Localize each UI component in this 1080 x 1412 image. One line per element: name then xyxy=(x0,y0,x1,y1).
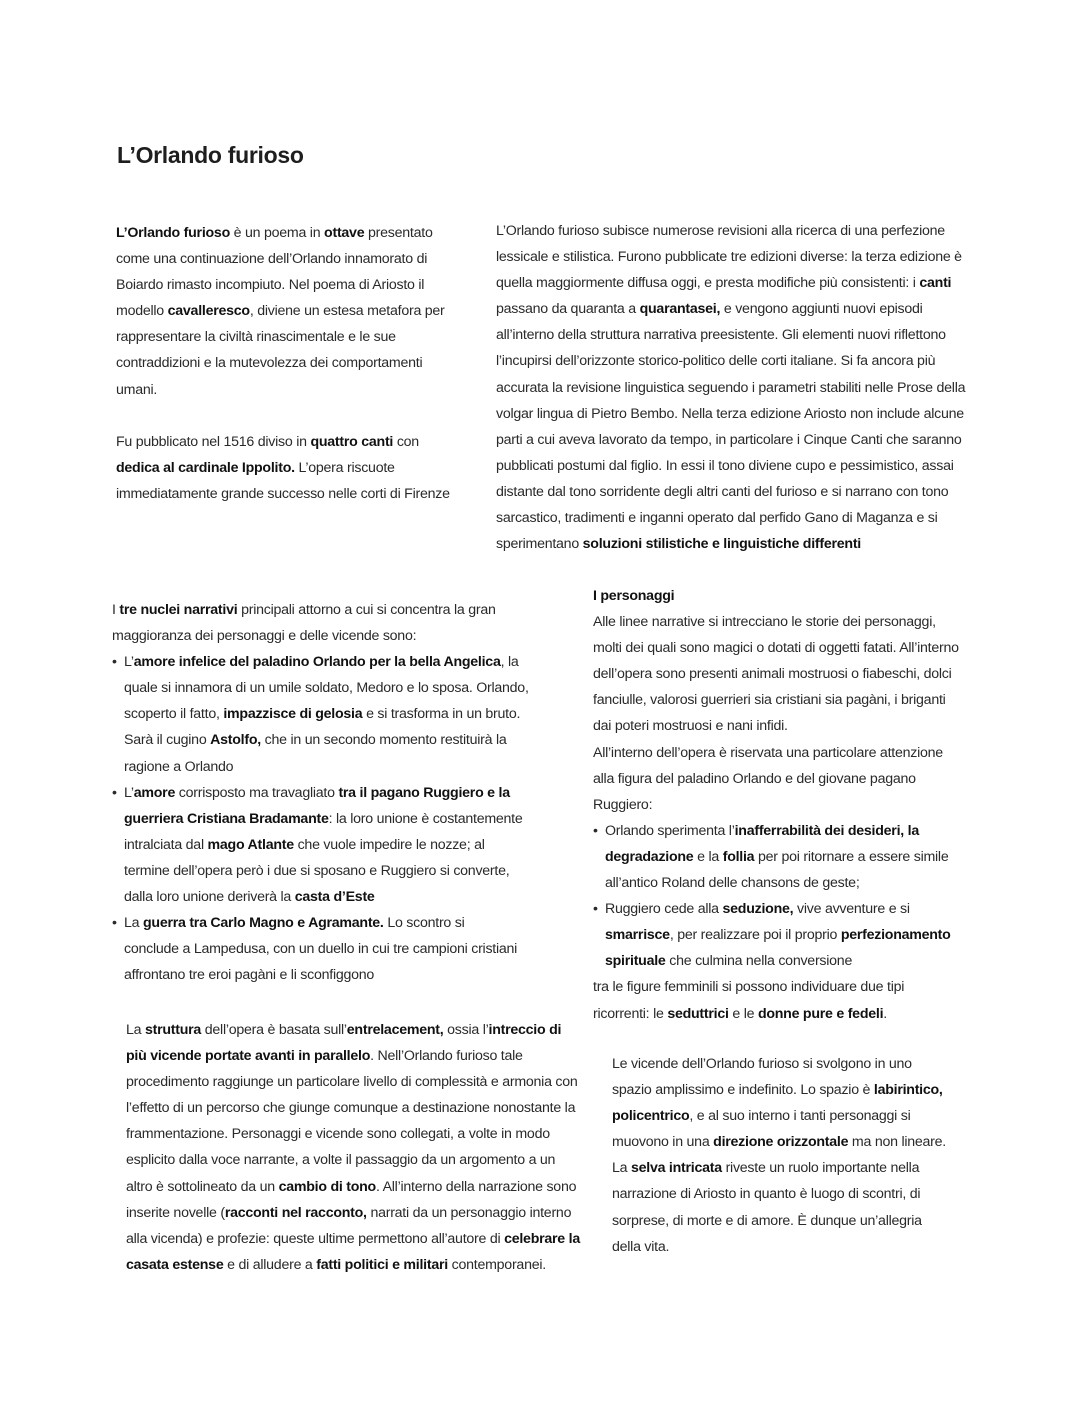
text: procedimento raggiunge un particolare livello di complessità e armonia con xyxy=(126,1074,578,1091)
text-line xyxy=(126,1226,580,1252)
bold-text: intreccio di xyxy=(488,1022,562,1038)
space-paragraph xyxy=(612,1051,946,1260)
text-line xyxy=(612,1051,946,1077)
text: che vuole impedire le nozze; al xyxy=(293,836,485,853)
text-line xyxy=(593,896,959,922)
text-line xyxy=(593,766,959,792)
bold-text: mago Atlante xyxy=(207,836,294,853)
text: accurata la revisione linguistica seguendo i parametri stabiliti nelle Prose della xyxy=(496,379,966,396)
text: inserite novelle ( xyxy=(126,1204,225,1221)
text-line xyxy=(116,272,450,298)
text: frammentazione. Personaggi e vicende sono collegati, a volte in modo xyxy=(126,1126,550,1143)
bold-text: amore infelice del paladino Orlando per la bella Angelica xyxy=(133,654,501,671)
bold-text: impazzisce di gelosia xyxy=(223,706,363,723)
bold-text: follia xyxy=(722,848,755,865)
bold-text: tra il pagano Ruggiero e la xyxy=(338,784,510,801)
text: affrontano tre eroi pagàni e li sconfiggono xyxy=(124,967,375,984)
text: quale si innamora di un umile soldato, Medoro e lo sposa. Orlando, xyxy=(124,680,529,697)
text: Boiardo rimasto incompiuto. Nel poema di Ariosto il xyxy=(116,277,425,294)
text-line xyxy=(112,884,529,910)
bold-text: amore xyxy=(133,784,176,801)
text-line xyxy=(126,1200,580,1226)
structure-paragraph xyxy=(126,1017,580,1278)
text: contraddizioni e la mutevolezza dei comportamenti xyxy=(116,355,423,372)
text: ricorrenti: le xyxy=(593,1005,668,1022)
bold-text: entrelacement, xyxy=(346,1022,444,1038)
text: parti a cui aveva lavorato da tempo, in particolare i Cinque Canti che saranno xyxy=(496,431,962,448)
text-line xyxy=(612,1208,946,1234)
bold-text: labirintico, xyxy=(873,1082,943,1099)
bold-text: degradazione xyxy=(605,848,694,865)
text-line xyxy=(126,1174,580,1200)
text-line xyxy=(496,218,965,244)
text-line xyxy=(593,818,959,844)
text: rappresentare la civiltà rinascimentale e le sue xyxy=(116,329,396,346)
text: passano da quaranta a xyxy=(496,301,640,318)
text: che culmina nella conversione xyxy=(665,953,853,970)
text: quella maggiormente diffusa oggi, e presta modifiche più consistenti: i xyxy=(496,275,920,292)
text: L’opera riscuote xyxy=(294,459,395,476)
text: distante dal tono sorridente degli altri canti del furioso e si narrano con tono xyxy=(496,483,949,500)
text-line xyxy=(112,649,529,675)
text-line xyxy=(593,713,959,739)
bullet-icon: • xyxy=(112,784,117,801)
bullet-icon: • xyxy=(593,822,598,839)
text-line xyxy=(593,844,959,870)
text: della vita. xyxy=(612,1238,670,1255)
text-line xyxy=(593,740,959,766)
text: muovono in una xyxy=(612,1134,714,1151)
text-line xyxy=(496,427,965,453)
text-line xyxy=(112,780,529,806)
text: Ruggiero cede alla xyxy=(605,901,723,918)
page-title: L’Orlando furioso xyxy=(117,142,304,168)
bold-text: selva intricata xyxy=(630,1160,722,1177)
bold-text: spirituale xyxy=(605,953,666,970)
bold-text: casata estense xyxy=(126,1256,224,1273)
narrative-nuclei-section xyxy=(112,597,529,988)
text: ossia l’ xyxy=(443,1022,489,1038)
text: contemporanei. xyxy=(447,1256,546,1273)
text-line xyxy=(612,1155,946,1181)
text: ragione a Orlando xyxy=(124,758,234,775)
text: Fu pubblicato nel 1516 diviso in xyxy=(116,433,311,450)
text-line xyxy=(612,1077,946,1103)
text-line xyxy=(593,922,959,948)
text-line xyxy=(112,754,529,780)
text: e vengono aggiunti nuovi episodi xyxy=(720,301,923,318)
text-line xyxy=(593,583,959,609)
blank-line xyxy=(116,403,450,429)
text: pubblicati postumi dal figlio. In essi il tono diviene cupo e pessimistico, assai xyxy=(496,457,954,474)
text-line xyxy=(112,936,529,962)
text: . All’interno della narrazione sono xyxy=(375,1178,577,1195)
text-line xyxy=(612,1129,946,1155)
text-line xyxy=(116,377,450,403)
text: altro è sottolineato da un xyxy=(126,1178,279,1195)
text-line xyxy=(496,244,965,270)
bold-text: tre nuclei narrativi xyxy=(119,602,238,618)
text: maggioranza dei personaggi e delle vicende sono: xyxy=(112,628,417,645)
text: fanciulle, valorosi guerrieri sia cristiani sia pagàni, i briganti xyxy=(593,692,946,709)
text-line xyxy=(496,531,965,557)
text: Ruggiero: xyxy=(593,796,653,813)
text: La xyxy=(612,1160,631,1177)
characters-section xyxy=(593,583,959,1027)
text: intralciata dal xyxy=(124,836,208,853)
bullet-icon: • xyxy=(112,915,117,932)
text: : la loro unione è costantemente xyxy=(328,810,523,827)
bold-text: canti xyxy=(919,275,952,292)
text: l’effetto di un percorso che giunge comunque a destinazione nonostante la xyxy=(126,1100,576,1117)
text-line xyxy=(496,375,965,401)
text: scoperto il fatto, xyxy=(124,706,224,723)
text: dell’opera è basata sull’ xyxy=(201,1022,347,1038)
text: presentato xyxy=(364,225,433,241)
bold-text: casta d’Este xyxy=(294,889,375,906)
text-line xyxy=(112,858,529,884)
text-line xyxy=(126,1017,580,1043)
bold-text: donne pure e fedeli xyxy=(757,1005,884,1022)
revisions-paragraph xyxy=(496,218,965,557)
text: Le vicende dell’Orlando furioso si svolgono in uno xyxy=(612,1056,912,1072)
text: immediatamente grande successo nelle corti di Firenze xyxy=(116,485,450,502)
text-line xyxy=(116,455,450,481)
intro-paragraph xyxy=(116,220,450,507)
text: e le xyxy=(728,1005,758,1022)
text: Sarà il cugino xyxy=(124,732,211,749)
text: volgar lingua di Pietro Bembo. Nella terza edizione Ariosto non include alcune xyxy=(496,405,964,422)
text-line xyxy=(112,675,529,701)
bold-text: smarrisce xyxy=(605,927,670,944)
text-line xyxy=(593,1001,959,1027)
text: per poi ritornare a essere simile xyxy=(754,848,949,865)
text: riveste un ruolo importante nella xyxy=(721,1160,920,1177)
text-line xyxy=(496,505,965,531)
text-line xyxy=(126,1043,580,1069)
bold-text: guerra tra Carlo Magno e Agramante. xyxy=(142,915,384,932)
text: tra le figure femminili si possono individuare due tipi xyxy=(593,979,905,996)
text: principali attorno a cui si concentra la gran xyxy=(237,602,496,618)
text: narrazione di Ariosto in quanto è luogo di scontri, di xyxy=(612,1186,921,1203)
text-line xyxy=(496,296,965,322)
text: come una continuazione dell’Orlando innamorato di xyxy=(116,251,428,268)
text-line xyxy=(126,1252,580,1278)
text: all’antico Roland delle chansons de geste; xyxy=(605,875,860,892)
bold-text: ottave xyxy=(324,225,365,241)
text: Alle linee narrative si intrecciano le storie dei personaggi, xyxy=(593,614,936,631)
bold-text: direzione orizzontale xyxy=(713,1134,849,1151)
text: all’interno della struttura narrativa preesistente. Gli elementi nuovi riflettono xyxy=(496,327,946,344)
text: . Nell’Orlando furioso tale xyxy=(370,1048,523,1065)
text-line xyxy=(126,1147,580,1173)
text: molti dei quali sono magici o dotati di oggetti fatati. All’interno xyxy=(593,640,959,657)
text: , la xyxy=(500,654,519,671)
text: Lo scontro si xyxy=(383,915,465,932)
text: esplicito dalla voce narrante, a volte il passaggio da un argomento a un xyxy=(126,1152,556,1169)
text: , per realizzare poi il proprio xyxy=(669,927,841,944)
bold-text: fatti politici e militari xyxy=(316,1256,448,1273)
text-line xyxy=(496,348,965,374)
text: è un poema in xyxy=(229,225,325,241)
text: Orlando sperimenta l’ xyxy=(605,822,735,839)
text: che in un secondo momento restituirà la xyxy=(260,732,507,749)
text: alla figura del paladino Orlando e del giovane pagano xyxy=(593,770,916,787)
text-line xyxy=(593,635,959,661)
text-line xyxy=(593,609,959,635)
text: sperimentano xyxy=(496,536,583,553)
text: La xyxy=(124,915,143,932)
bold-text: quattro canti xyxy=(310,433,394,450)
text-line xyxy=(496,453,965,479)
text-line xyxy=(612,1103,946,1129)
text: umani. xyxy=(116,381,158,398)
text-line xyxy=(112,597,529,623)
text-line xyxy=(496,401,965,427)
bold-text: racconti nel racconto, xyxy=(224,1204,367,1221)
text-line xyxy=(112,910,529,936)
text-line xyxy=(116,481,450,507)
text-line xyxy=(593,687,959,713)
text-line xyxy=(112,623,529,649)
text: e si trasforma in un bruto. xyxy=(362,706,521,723)
text: e la xyxy=(693,848,723,865)
text: , e al suo interno i tanti personaggi si xyxy=(689,1108,911,1125)
bold-text: più vicende portate avanti in parallelo xyxy=(126,1048,371,1065)
text-line xyxy=(612,1181,946,1207)
text-line xyxy=(116,220,450,246)
text: , diviene un estesa metafora per xyxy=(249,303,445,320)
text-line xyxy=(496,270,965,296)
text-line xyxy=(496,322,965,348)
text-line xyxy=(116,324,450,350)
bold-text: struttura xyxy=(144,1022,202,1038)
text: ma non lineare. xyxy=(848,1134,946,1151)
text-line xyxy=(116,298,450,324)
text: sorprese, di morte e di amore. È dunque un’allegria xyxy=(612,1212,922,1229)
text: L’Orlando furioso subisce numerose revisioni alla ricerca di una perfezione xyxy=(496,223,945,239)
text: con xyxy=(393,433,419,450)
text: termine dell’opera però i due si sposano e Ruggiero si converte, xyxy=(124,862,510,879)
text-line xyxy=(593,661,959,687)
text: e di alludere a xyxy=(223,1256,317,1273)
text: corrisposto ma travagliato xyxy=(175,784,339,801)
text-line xyxy=(116,350,450,376)
text-line xyxy=(593,948,959,974)
bold-text: quarantasei, xyxy=(639,301,721,318)
text-line xyxy=(112,832,529,858)
text: . xyxy=(883,1005,887,1022)
bold-text: cavalleresco xyxy=(167,303,250,320)
bold-text: I personaggi xyxy=(593,588,675,604)
text: I xyxy=(112,602,120,618)
text-line xyxy=(612,1234,946,1260)
text-line xyxy=(112,962,529,988)
text: l’incupirsi dell’orizzonte storico-politico delle corti italiane. Si fa ancora più xyxy=(496,353,936,370)
bold-text: L’Orlando furioso xyxy=(116,225,230,241)
text: All’interno dell’opera è riservata una particolare attenzione xyxy=(593,744,943,761)
bold-text: celebrare la xyxy=(504,1230,580,1247)
text-line xyxy=(116,429,450,455)
text: dai poteri mostruosi e nani infidi. xyxy=(593,718,788,735)
bullet-icon: • xyxy=(112,654,117,671)
bold-text: dedica al cardinale Ippolito. xyxy=(116,459,295,476)
text-line xyxy=(593,870,959,896)
text: modello xyxy=(116,303,168,320)
bold-text: guerriera Cristiana Bradamante xyxy=(124,810,329,827)
bullet-icon: • xyxy=(593,901,598,918)
text-line xyxy=(112,701,529,727)
text-line xyxy=(116,246,450,272)
text: dell’opera sono presenti animali mostruosi o fiabeschi, dolci xyxy=(593,666,952,683)
text-line xyxy=(112,727,529,753)
text: sarcastico, tradimenti e inganni operato dal perfido Gano di Maganza e si xyxy=(496,510,938,527)
bold-text: policentrico xyxy=(612,1108,690,1125)
text: conclude a Lampedusa, con un duello in cui tre campioni cristiani xyxy=(124,941,518,958)
text-line xyxy=(593,974,959,1000)
text: spazio amplissimo e indefinito. Lo spazio è xyxy=(612,1082,874,1099)
text-line xyxy=(593,792,959,818)
bold-text: seduttrici xyxy=(667,1005,729,1022)
text: alla vicenda) e profezie: queste ultime permettono all’autore di xyxy=(126,1230,505,1247)
text: L’ xyxy=(124,784,134,801)
text: dalla loro unione deriverà la xyxy=(124,889,295,906)
text-line xyxy=(126,1121,580,1147)
bold-text: soluzioni stilistiche e linguistiche differenti xyxy=(582,536,862,553)
text-line xyxy=(112,806,529,832)
text: lessicale e stilistica. Furono pubblicate tre edizioni diverse: la terza edizione è xyxy=(496,249,962,266)
text: narrati da un personaggio interno xyxy=(366,1204,572,1221)
bold-text: inafferrabilità dei desideri, la xyxy=(734,822,919,839)
text-line xyxy=(126,1095,580,1121)
text: L’ xyxy=(124,654,134,671)
text-line xyxy=(126,1069,580,1095)
text: vive avventure e si xyxy=(793,901,910,918)
text-line xyxy=(496,479,965,505)
bold-text: seduzione, xyxy=(722,901,794,918)
bold-text: perfezionamento xyxy=(840,927,951,944)
bold-text: cambio di tono xyxy=(278,1178,376,1195)
text: La xyxy=(126,1022,145,1038)
bold-text: Astolfo, xyxy=(210,732,261,749)
